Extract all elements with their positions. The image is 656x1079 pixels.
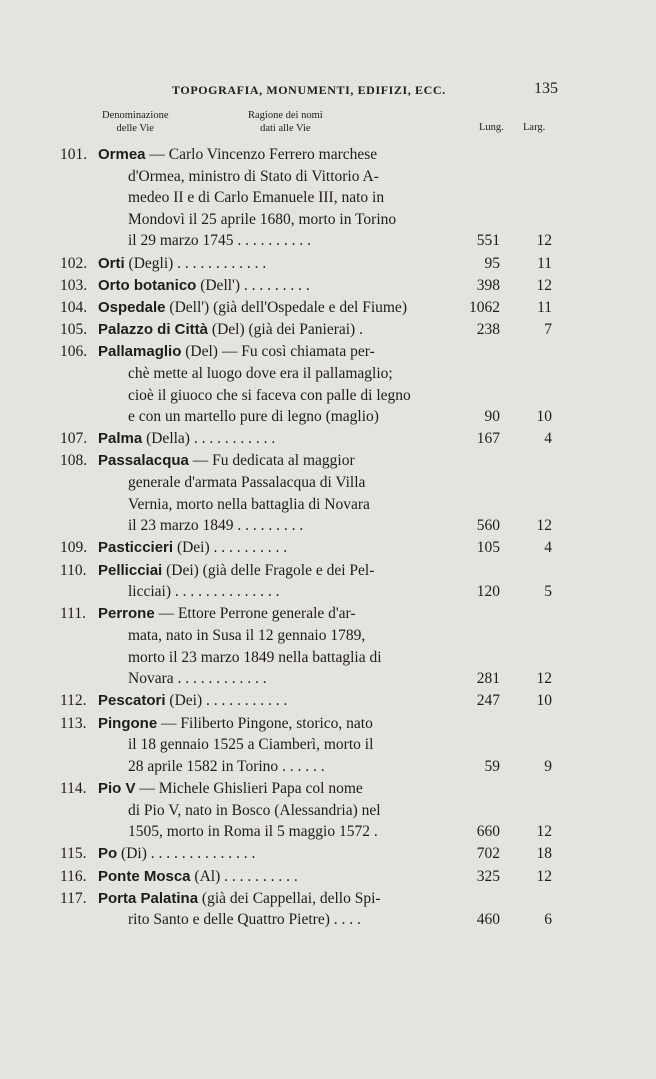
entry-number: 112. [60, 692, 87, 710]
entry-line [98, 341, 455, 363]
length-value: 560 [476, 517, 500, 535]
entry-line [98, 253, 455, 275]
entry-measures [440, 537, 552, 559]
entry-text [98, 713, 455, 778]
street-entry [0, 690, 656, 712]
entry-measures [440, 909, 552, 931]
width-value: 7 [544, 321, 552, 339]
entry-measures [440, 253, 552, 275]
entry-line [98, 472, 455, 494]
entry-number: 108. [60, 452, 88, 470]
length-value: 281 [476, 670, 500, 688]
entry-number: 101. [60, 146, 88, 163]
street-name: Perrone [98, 605, 155, 623]
entry-line [98, 603, 455, 625]
length-value: 325 [476, 867, 500, 885]
entry-number: 103. [60, 276, 88, 294]
entry-text [98, 253, 455, 275]
entry-description: 28 aprile 1582 in Torino . . . . . . [128, 757, 325, 775]
entry-line [98, 144, 455, 166]
street-name: Po [98, 845, 118, 863]
entry-line [98, 713, 455, 735]
street-entry [0, 297, 656, 319]
entry-text [98, 450, 455, 536]
street-entry [0, 888, 656, 931]
entry-line [98, 560, 455, 582]
entry-description: il 18 gennaio 1525 a Ciamberì, morto il [128, 736, 374, 754]
entry-line [98, 187, 455, 209]
entry-line [98, 537, 455, 559]
entry-description: 1505, morto in Roma il 5 maggio 1572 . [128, 823, 378, 841]
street-entry [0, 560, 656, 603]
street-entry [0, 843, 656, 865]
entry-text [98, 144, 455, 252]
street-name: Ospedale [98, 298, 166, 316]
entry-line [98, 515, 455, 537]
entry-line [98, 843, 455, 865]
entry-line [98, 866, 455, 888]
length-value: 1062 [469, 298, 500, 316]
street-list [0, 144, 656, 931]
street-name: Pasticcieri [98, 539, 174, 557]
entry-text [98, 843, 455, 865]
entry-text [98, 888, 455, 931]
street-entry [0, 341, 656, 427]
width-value: 10 [536, 408, 552, 426]
entry-line [98, 166, 455, 188]
entry-description: (già dei Cappellai, dello Spi- [198, 889, 381, 907]
width-value: 9 [544, 757, 552, 775]
entry-measures [440, 843, 552, 865]
entry-description: chè mette al luogo dove era il pallamaglio; [128, 364, 393, 382]
entry-line [98, 668, 455, 690]
column-heading-denominazione: Denominazione delle Vie [102, 110, 169, 134]
entry-line [98, 494, 455, 516]
entry-text [98, 866, 455, 888]
street-entry [0, 450, 656, 536]
entry-number: 109. [60, 539, 88, 557]
entry-description: morto il 23 marzo 1849 nella battaglia di [128, 648, 382, 666]
width-value: 4 [544, 539, 552, 557]
entry-line [98, 581, 455, 603]
entry-line [98, 625, 455, 647]
length-value: 660 [476, 823, 500, 841]
column-heading-lung: Lung. [479, 122, 504, 133]
entry-measures [440, 230, 552, 252]
entry-description: (Dell') . . . . . . . . . [196, 276, 310, 294]
entry-description: generale d'armata Passalacqua di Villa [128, 474, 366, 492]
width-value: 12 [536, 276, 552, 294]
entry-measures [440, 515, 552, 537]
width-value: 12 [536, 517, 552, 535]
page-number: 135 [534, 80, 558, 97]
entry-text [98, 319, 455, 341]
entry-description: — Michele Ghislieri Papa col nome [135, 779, 363, 797]
entry-line [98, 800, 455, 822]
street-name: Ponte Mosca [98, 867, 191, 885]
entry-description: (Del) — Fu così chiamata per- [181, 343, 375, 361]
entry-line [98, 690, 455, 712]
entry-line [98, 406, 455, 428]
entry-measures [440, 866, 552, 888]
column-heading-ragione: Ragione dei nomi dati alle Vie [248, 110, 323, 134]
street-name: Passalacqua [98, 452, 189, 470]
entry-description: d'Ormea, ministro di Stato di Vittorio A- [128, 167, 379, 185]
entry-description: il 29 marzo 1745 . . . . . . . . . . [128, 232, 311, 250]
entry-line [98, 778, 455, 800]
entry-description: (Dei) (già delle Fragole e dei Pel- [162, 561, 375, 579]
street-entry [0, 713, 656, 778]
entry-text [98, 297, 455, 319]
entry-line [98, 756, 455, 778]
street-entry [0, 866, 656, 888]
entry-line [98, 821, 455, 843]
entry-measures [440, 756, 552, 778]
entry-description: (Degli) . . . . . . . . . . . . [124, 254, 267, 272]
entry-description: — Fu dedicata al maggior [188, 452, 355, 470]
width-value: 12 [536, 232, 552, 250]
street-entry [0, 428, 656, 450]
length-value: 95 [484, 254, 500, 272]
entry-description: medeo II e di Carlo Emanuele III, nato in [128, 189, 385, 207]
entry-number: 107. [60, 430, 88, 448]
entry-measures [440, 428, 552, 450]
entry-number: 116. [60, 867, 87, 885]
street-entry [0, 319, 656, 341]
entry-line [98, 428, 455, 450]
entry-description: rito Santo e delle Quattro Pietre) . . . . [128, 911, 361, 929]
entry-line [98, 734, 455, 756]
width-value: 11 [537, 298, 552, 316]
entry-measures [440, 581, 552, 603]
entry-measures [440, 690, 552, 712]
street-name: Palazzo di Città [98, 321, 209, 339]
width-value: 6 [544, 911, 552, 929]
entry-measures [440, 406, 552, 428]
street-name: Pallamaglio [98, 343, 182, 361]
entry-line [98, 319, 455, 341]
entry-text [98, 275, 455, 297]
length-value: 460 [476, 911, 500, 929]
column-headings [60, 109, 560, 137]
entry-text [98, 341, 455, 427]
entry-description: Vernia, morto nella battaglia di Novara [128, 495, 370, 513]
entry-number: 111. [60, 605, 86, 623]
length-value: 247 [476, 692, 500, 710]
entry-number: 105. [60, 321, 88, 339]
entry-description: di Pio V, nato in Bosco (Alessandria) nel [128, 801, 381, 819]
street-name: Orti [98, 254, 125, 272]
entry-number: 102. [60, 254, 88, 272]
entry-text [98, 560, 455, 603]
entry-description: licciai) . . . . . . . . . . . . . . [128, 583, 280, 601]
entry-description: cioè il giuoco che si faceva con palle di legno [128, 386, 411, 404]
street-name: Porta Palatina [98, 889, 199, 907]
entry-text [98, 778, 455, 843]
length-value: 398 [476, 276, 500, 294]
entry-description: — Ettore Perrone generale d'ar- [154, 605, 356, 623]
street-name: Pingone [98, 714, 158, 732]
entry-text [98, 603, 455, 689]
entry-description: e con un martello pure di legno (maglio) [128, 408, 379, 426]
entry-description: mata, nato in Susa il 12 gennaio 1789, [128, 627, 366, 644]
entry-description: (Del) (già dei Panierai) . [208, 321, 363, 339]
length-value: 105 [476, 539, 500, 557]
width-value: 12 [536, 823, 552, 841]
length-value: 90 [484, 408, 500, 426]
length-value: 238 [476, 321, 500, 339]
street-name: Orto botanico [98, 276, 197, 294]
entry-number: 106. [60, 343, 88, 361]
length-value: 120 [476, 583, 500, 601]
street-entry [0, 603, 656, 689]
entry-number: 114. [60, 779, 87, 797]
page-header [60, 80, 558, 102]
entry-measures [440, 319, 552, 341]
width-value: 11 [537, 254, 552, 272]
street-name: Pescatori [98, 692, 166, 710]
entry-text [98, 690, 455, 712]
entry-number: 115. [60, 845, 87, 863]
entry-description: (Dei) . . . . . . . . . . [173, 539, 288, 557]
entry-measures [440, 668, 552, 690]
entry-description: — Carlo Vincenzo Ferrero marchese [145, 146, 378, 163]
entry-line [98, 888, 455, 910]
running-head: TOPOGRAFIA, MONUMENTI, EDIFIZI, ECC. [172, 83, 446, 97]
entry-line [98, 230, 455, 252]
entry-measures [440, 821, 552, 843]
street-entry [0, 253, 656, 275]
width-value: 12 [536, 867, 552, 885]
entry-line [98, 385, 455, 407]
entry-description: Mondovì il 25 aprile 1680, morto in Torino [128, 210, 397, 228]
entry-number: 113. [60, 714, 87, 732]
width-value: 12 [536, 670, 552, 688]
entry-line [98, 363, 455, 385]
length-value: 551 [476, 232, 500, 250]
entry-description: Novara . . . . . . . . . . . . [128, 670, 267, 688]
entry-measures [440, 275, 552, 297]
entry-description: (Di) . . . . . . . . . . . . . . [117, 845, 256, 863]
width-value: 10 [536, 692, 552, 710]
street-name: Pellicciai [98, 561, 163, 579]
entry-number: 104. [60, 298, 88, 316]
street-name: Palma [98, 430, 143, 448]
column-heading-larg: Larg. [523, 122, 546, 133]
street-name: Ormea [98, 146, 146, 163]
entry-line [98, 275, 455, 297]
width-value: 5 [544, 583, 552, 601]
street-entry [0, 144, 656, 252]
entry-line [98, 450, 455, 472]
entry-measures [440, 297, 552, 319]
entry-number: 110. [60, 561, 87, 579]
entry-description: (Al) . . . . . . . . . . [190, 867, 298, 885]
entry-line [98, 909, 455, 931]
entry-description: (Dei) . . . . . . . . . . . [165, 692, 288, 710]
street-entry [0, 778, 656, 843]
street-entry [0, 275, 656, 297]
length-value: 59 [484, 757, 500, 775]
length-value: 702 [476, 845, 500, 863]
width-value: 4 [544, 430, 552, 448]
entry-number: 117. [60, 889, 87, 907]
entry-description: il 23 marzo 1849 . . . . . . . . . [128, 517, 304, 535]
street-name: Pio V [98, 779, 136, 797]
entry-text [98, 428, 455, 450]
entry-line [98, 209, 455, 231]
width-value: 18 [536, 845, 552, 863]
entry-description: (Dell') (già dell'Ospedale e del Fiume) [165, 298, 407, 316]
entry-text [98, 537, 455, 559]
entry-line [98, 647, 455, 669]
entry-description: (Della) . . . . . . . . . . . [142, 430, 276, 448]
entry-description: — Filiberto Pingone, storico, nato [157, 714, 373, 732]
length-value: 167 [476, 430, 500, 448]
street-entry [0, 537, 656, 559]
entry-line [98, 297, 455, 319]
